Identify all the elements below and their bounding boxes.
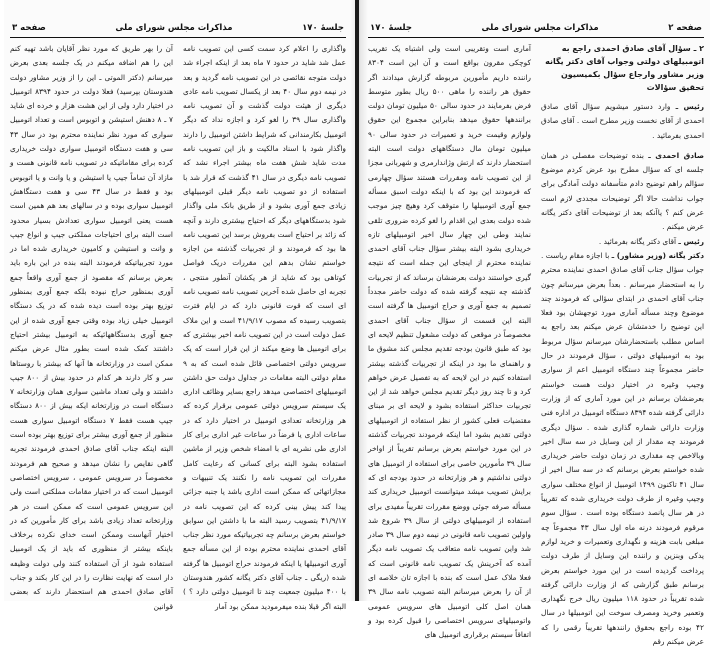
left-page-columns [8,42,348,614]
right-page-running-title: مذاکرات مجلس شورای ملی [481,23,599,33]
left-page [8,20,348,611]
scan-edge-right [710,0,715,601]
right-page-number: صفحه ۲ [668,23,702,33]
body-paragraph: آن را بهر طریق که مورد نظر آقایان باشد تهیه کنم این را هم اضافه میکنم در یک جلسه بعدی بعرض میرسانم (دکتر الموتی ـ این را از وزیر مشاور دولت هندوستان بپرسید) فعلا دولت در حدود ۸۳۹۴ اتومبیل در اختیار دارد ولی از این هشت هزار و خرده ای شاید ۷ ـ ۸ دهنش استیشن و اتوبوس است و تعداد اتومبیل سواری که مورد نظر نماینده محترم بود در سال ۴۳ سی و هفت دستگاه اتومبیل سواری دولت خریداری کرده برای مقاماتیکه در تصویب نامه قانونی هست و مازاد آن تماماً جیپ یا استیشن و یا وانت و یا اتوبوس بود و فقط در سال ۴۳ سی و هفت دستگاهش اتومبیل سواری بوده و در سالهای بعد هم همین است هست یعنی اتومبیل سواری تعدادش بسیار محدود است البته برای احتیاجات مملکتی جیپ و انواع جیپ و وانت و استیشن و کامیون خریداری شده اما در مورد تجربیاتیکه فرمودند البته بنده در این باره باید بعرض برسانم که مقصود از جمع آوری واقعاً جمع آوری بمنظور حراج نبوده بلکه جمع آوری بمنظور توزیع بهتر بوده است دیده شده که در یک دستگاه اتومبیل خیلی زیاد بوده وقتی جمع آوری شده از این جمع آوری بدستگاههائیکه به اتومبیل بیشتر احتیاج داشتند کمک شده است بطور مثال عرض میکنم ممکن است در وزارتخانه ها آنها که بیشتر با روستاها سر و کار دارند هر کدام در حدود بیش از ۸۰۰ جیپ داشتند و ولی تعداد ماشین سواری همان وزارتخانه ۷ دستگاه است در وزارتخانه ایکه بیش از ۸۰۰ دستگاه جیپ هست فقط ۷ دستگاه اتومبیل سواری هست منظور از جمع آوری بیشتر برای توزیع بهتر بوده است البته اینکه جناب آقای صادق احمدی فرمودند تجربه گاهی نقایص را نشان میدهد و صحیح هم فرمودند مخصوصاً در سرویس عمومی ، سرویس اختصاصی اتومبیل است که در اختیار مقامات مملکتی است ولی این سرویس عمومی است که ممکن است در هر وزارتخانه تعداد زیادی باشد برای کار مأمورین که در اختیار آنهاست وممکن است خدای نکرده برخلاف باینکه بیشتر از منظوری که باید از یک اتومبیل استفاده شود از آن استفاده کنند ولی دولت وظیفه دار است که نهایت نظارت را در این کار بکند و جناب آقای صادق احمدی هم استحضار دارند که بعضی قوانین [10,44,174,611]
scan-edge-left [0,0,4,601]
speech-paragraph [541,249,704,649]
speaker-name: رئیس ـ [678,236,704,246]
left-page-column-left [10,42,173,614]
speech-text: وارد دستور میشویم سؤال آقای صادق احمدی از آقای نخست وزیر مطرح است . آقای صادق احمدی بفرمائید . [541,102,704,140]
header-rule [368,37,704,38]
speech-paragraph [541,149,704,235]
right-page [366,20,706,646]
right-page-column-left [368,42,531,649]
header-rule [10,37,346,38]
right-page-header [366,20,706,36]
section-heading: ۲ ـ سؤال آقای صادق احمدی راجع به اتومبیلهای دولتی وجواب آقای دکتر یگانه وزیر مشاور وارجاع سؤال بکمیسیون تحقیق سؤالات [545,44,704,92]
left-page-column-right [183,42,346,614]
book-gutter [355,0,359,601]
body-paragraph: واگذاری را اعلام کرد سمت کسی این تصویب نامه عمل شد شاید در حدود ۷ ماه بعد از اینکه اجراء شد دولت متوجه نقائصی در این تصویب نامه گردید و بعد در نیمه دوم سال ۴۰ بعد از یکسال تصویب نامه عادی دیگری از هیئت دولت گذشت و آن تصویب نامه واگذاری سال ۳۹ را لغو کرد و اجازه نداد که دیگر اتومبیل بکارمندانی که شرایط داشتن اتومبیل را دارند واگذار شود با اسناد مالکیت و باز این تصویب نامه مدت شاید شش هفت ماه بیشتر اجراء نشد که تصویب نامه دیگری در سال ۴۱ گذشت که قرار شد با استفاده از دو تصویب نامه دیگر قبلی اتومبیلهای زیادی جمع آوری بشود و از طریق بانک ملی واگذار شود بدستگاههای دیگر که احتیاج بیشتری دارند و آنچه که زائد بر احتیاج است بفروش برسد این تصویب نامه ها بود که فرمودند و از تجربیات گذشته من اجازه خواستم نشان بدهم این مقررات دریک فواصل کوتاهی بود که شاید از هر یکشان آنطور منتجی ، تجربه ای حاصل شده آخرین تصویب نامه تصویب نامه ای است که قوت قانونی دارد که در ایام فترت بتصویب رسیده که مصوب ۴۱/۹/۱۷ است و این ملاک عمل دولت است در این تصویب نامه اخیر بیشتری که برای اتومبیل ها وضع میکند از این قرار است که یک سرویس دولتی اختصاصی قائل شده است که به ۹ مقام دولتی البته مقامات در جداول دولت حق داشتن اتومبیلهای اختصاصی میدهد راجع بسایر وظائف اداری یک سیستم سرویس دولتی عمومی برقرار کرده که هر وزارتخانه تعدادی اتومبیل در اختیار دارد که در ساعات اداری یا فرضاً در ساعات غیر اداری برای کار اداری طی نشریه ای با امضاء شخص وزیر از ماشین استفاده بشود البته برای کسانی که رعایت کامل مقررات این تصویب نامه را نکنند یک تنبیهات و مجازاتهائی که ممکن است اداری باشد یا جنبه جزائی پیدا کند پیش بینی کرده که این تصویب نامه در ۴۱/۹/۱۷ بتصویب رسید البته ما با داشتن این سوابق خواستم بعرض برسانم چه تجربیاتیکه مورد نظر جناب آقای احمدی نماینده محترم بوده از این مسأله جمع آوری اتومبیلها یا اینکه فرمودند حراج اتومبیل ها گرفته شده (ریگی ـ جناب آقای دکتر یگانه کشور هندوستان با ۴۰۰ میلیون جمعیت چند تا اتومبیل دولتی دارد ؟ ) البته اگر قبلا بنده میفرمودید ممکن بود آمار [183,44,346,611]
right-page-columns [366,42,706,649]
left-page-running-title: مذاکرات مجلس شورای ملی [115,23,233,33]
left-page-number: صفحه ۳ [12,23,46,33]
speech-paragraph [541,235,704,249]
body-paragraph: آماری است وتقریبی است ولی اشتباه یک تقریب کوچکی مقرون بواقع است و آن این است ۸۳۰۴ راننده داریم مأمورین مربوطه گزارش میدادند اگر حقوق هر راننده را ماهی ۵۰۰ ریال بطور متوسط فرض بفرمایند در حدود سالی ۵۰ میلیون تومان دولت برانندهها حقوق میدهد بنابراین مجموع این حقوق ولوازم وقیمت خرید و تعمیرات در حدود سالی ۹۰ میلیون تومان مال دستگاههای دولت است البته استحضار دارند که ارتش وژاندارمری و شهربانی مجزا از این تصویب نامه ومقررات هستند سؤال چهارمی که فرمودند این بود که با اینکه دولت اسبق مسأله جمع آوری اتومبیلها را متوقف کرد وهیچ چیز موجب شده دولت بعدی این اقدام را لغو کرده ضروری تلقی نمایند وطی این چهار سال اخیر اتومبیلهای تازه خریداری بشود البته بیشتر سؤال جناب آقای احمدی نماینده محترم از اینجای این جمله است که نتیجه گیری خواستند دولت بعرضشان برساند که از تجربیات گذشته چه نتیجه گرفته شده که دولت حاضر مجدداً تصمیم به جمع آوری و حراج اتومبیل ها گرفته است البته این قسمت از سؤال جناب آقای احمدی مخصوصاً در موقعی که دولت مشغول تنظیم لایحه ای بود که طبق قانون بودجه تقدیم مجلس کند مشوق ما و راهنمای ما بود در اینکه از تجربیات گذشته بیشتر استفاده کنیم در این لایحه که به تفصیل عرض خواهم کرد و تا چند روز دیگر تقدیم مجلس خواهد شد از این تجربیات حداکثر استفاده بشود و لایحه ای بر مبنای مقتضیات فعلی کشور از نظر استفاده از اتومبیلهای دولتی تقدیم بشود اما اینکه فرمودند تجربیات گذشته در این مورد خواستم بعرض برسانم تقریباً از اواخر سال ۳۹ مأمورین خاصی برای استفاده از اتومبیل های دولتی نداشتیم و هر وزارتخانه در حدود بودجه ای که برایش تصویب میشد میتوانست اتومبیل خریداری کند مسأله صرفه جوئی ووضع مقررات تقریباً مفیدی برای استفاده از اتومبیلهای دولتی از سال ۳۹ شروع شد واولین تصویب نامه قانونی در نیمه دوم سال ۳۹ صادر شد واین تصویب نامه متعاقب یک تصویب نامه دیگر آمده که آخرینش یک تصویب نامه قانونی است که فعلا ملاک عمل است که بنده با اجازه تان خلاصه ای از آن را بعرض میرسانم البته تصویب نامه سال ۳۹ همان اصل کلی اتومبیل های سرویس عمومی واتومبیلهای سرویس اختصاصی را قبول کرده بود و اتفاقاً سیستم برقراری اتومبیل های [368,44,532,640]
left-page-session: جلسهٔ ۱۷۰ [302,23,344,33]
speech-text: با اجازه مقام ریاست . جواب سؤال جناب آقای صادق احمدی نماینده محترم را به استحضار میرسانم . بعداً بعرض میرسانم چون جناب آقای احمدی در ابتدای سؤالی که فرمودند چند موضوع وچند مسأله آماری مورد توجهشان بود فعلا این توضیح را خدمتشان عرض میکنم بعد راجع به اساس مطلب باستحضارشان میرسانم سؤال مربوط بود به اتومبیلهای دولتی ، سؤال فرمودند در حال حاضر مجموعاً چند دستگاه اتومبیل اعم از سواری وجیپ وغیره در اختیار دولت هست خواستم بعرضشان برسانم در این مورد آماری که از وزارت دارائی گرفته شده ۸۳۹۴ دستگاه اتومبیل در اداره فنی وزارت دارائی شماره گذاری شده . سؤال دیگری فرمودند چه مقدار از این وسایل در سه سال اخیر وبالاخص چه مقداری در زمان دولت حاضر خریداری شده خواستم بعرض برسانم که در سه سال اخیر از سال ۴۱ تاکنون ۱۴۹۹ اتومبیل از انواع مختلف سواری وجیپ وغیره از طرف دولت خریداری شده که تقریباً در هر سال پانصد دستگاه بوده است . سؤال سوم مرقوم فرمودند درنه ماه اول سال ۴۳ مجموعاً چه مبلغی بابت هزینه و نگهداری وتعمیرات و خرید لوازم یدکی وبنزین و راننده این وسایل از طرف دولت پرداخت گردیده است در این مورد خواستم بعرض برسانم طبق گزارشی که از وزارت دارائی گرفته شده تقریباً در حدود ۱۱۸ میلیون ریال خرج نگهداری وتعمیر وخرید ومصرف سوخت این اتومبیلها در سال ۴۲ بوده راجع بحقوق رانندهها تقریباً رقمی را که عرض میکنم رقم [541,250,704,646]
right-page-column-right [541,42,704,649]
speech-text: آقای دکتر یگانه بفرمائید . [598,236,677,246]
speech-paragraph [541,100,704,143]
speaker-name: دکتر یگانه (وزیر مشاور) ـ [611,250,704,260]
right-page-session: جلسهٔ ۱۷۰ [370,23,412,33]
left-page-header [8,20,348,36]
speaker-name: صادق احمدی ـ [648,150,704,160]
speech-text: بنده توضیحات مفصلی در همان جلسه ای که سؤال مطرح بود عرض کردم موضوع سؤالم راهم توضیح دادم متأسفانه دولت آمادگی برای جواب نداشت حالا اگر توضیحات مجددی لازم است عرض کنم ؟ یاآنکه بعد از توضیحات آقای دکتر یگانه عرض میکنم . [541,150,704,232]
speaker-name: رئیس ـ [675,102,704,111]
